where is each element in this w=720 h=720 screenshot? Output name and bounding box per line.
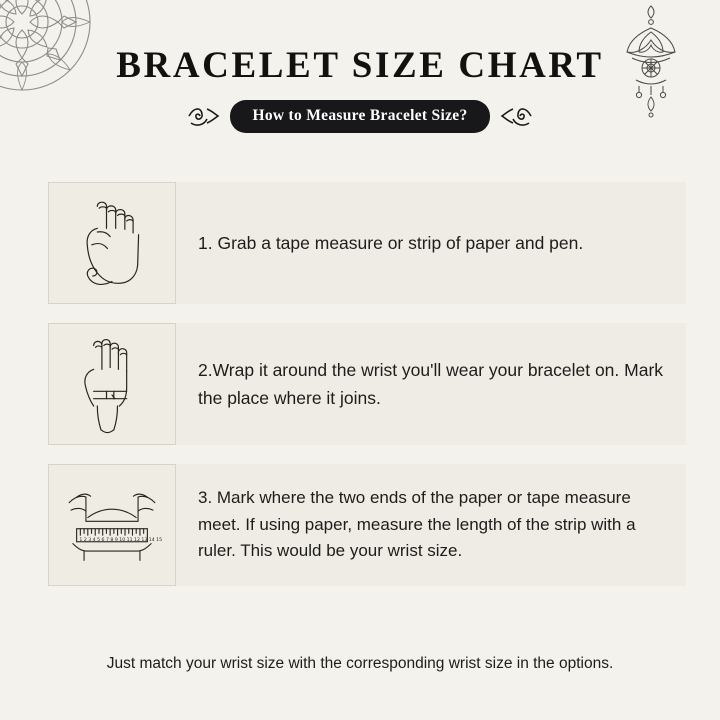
step-2-image — [48, 323, 176, 445]
step-3-image — [48, 464, 176, 586]
subtitle-row — [0, 100, 720, 133]
list-item — [0, 182, 720, 304]
step-2-text — [176, 323, 686, 445]
svg-text:1 2 3 4 5 6 7 8 9 10 11 12 13: 1 2 3 4 5 6 7 8 9 10 11 12 13 14 15 — [79, 537, 163, 543]
step-2-label: 2.Wrap it around the wrist you'll wear your bracelet on. Mark the place where it joins. — [198, 359, 664, 408]
subtitle-pill: How to Measure Bracelet Size? — [230, 100, 489, 133]
footer-note: Just match your wrist size with the corresponding wrist size in the options. — [106, 655, 614, 672]
step-1-text — [176, 182, 686, 304]
flourish-right-icon — [499, 103, 533, 129]
list-item — [0, 323, 720, 445]
page-title: BRACELET SIZE CHART — [116, 45, 604, 86]
flourish-left-icon — [187, 103, 221, 129]
step-3-label: 3. Mark where the two ends of the paper or tape measure meet. If using paper, measure the length of the strip with a ruler. This would be your wrist size. — [198, 487, 636, 561]
step-3-text — [176, 464, 686, 586]
steps-list — [0, 182, 720, 605]
header — [0, 46, 720, 133]
step-1-label: 1. Grab a tape measure or strip of paper and pen. — [198, 232, 584, 253]
list-item — [0, 464, 720, 586]
step-1-image — [48, 182, 176, 304]
